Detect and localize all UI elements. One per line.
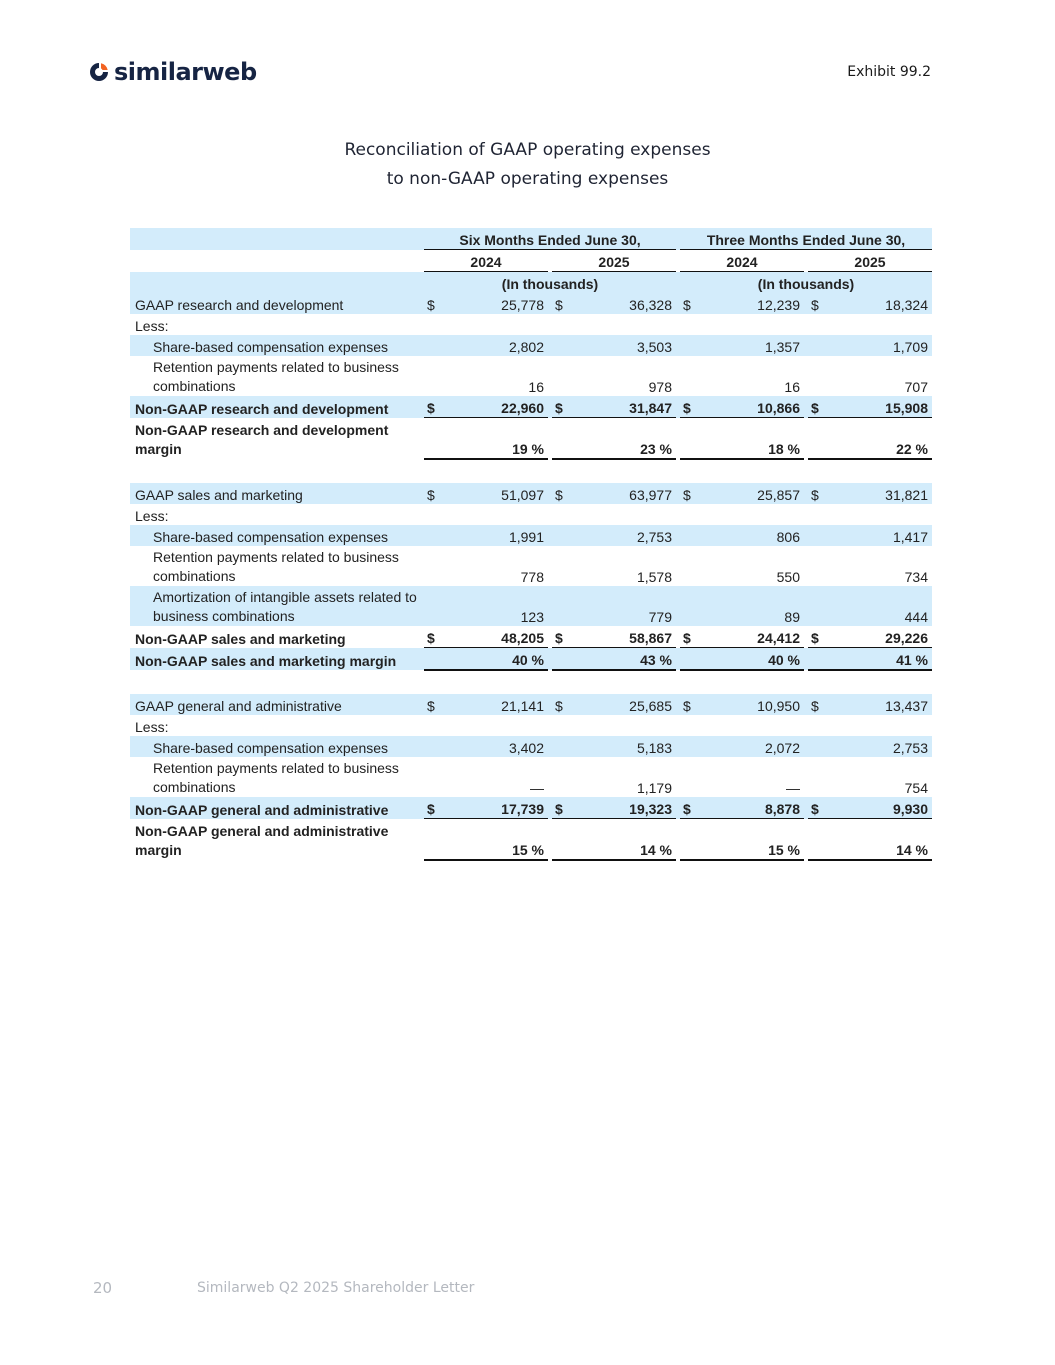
- currency-symbol: [808, 648, 832, 671]
- currency-symbol: [680, 525, 704, 546]
- currency-symbol: [552, 356, 576, 396]
- currency-symbol: $: [680, 293, 704, 314]
- header-blank: [130, 228, 424, 250]
- page-title: [0, 136, 1055, 194]
- currency-symbol: [808, 335, 832, 356]
- currency-symbol: [552, 819, 576, 861]
- value-cell: 707: [904, 379, 928, 395]
- value-cell: 19,323: [576, 797, 676, 819]
- currency-symbol: $: [424, 293, 448, 314]
- currency-symbol: [424, 356, 448, 396]
- gaap-row: [130, 293, 932, 314]
- value-cell: 21,141: [448, 694, 548, 715]
- currency-symbol: [424, 525, 448, 546]
- currency-symbol: $: [424, 694, 448, 715]
- value-cell: 25,857: [704, 483, 804, 504]
- currency-symbol: [552, 648, 576, 671]
- currency-symbol: $: [552, 396, 576, 418]
- value-cell: 806: [704, 525, 804, 546]
- value-cell: 15 %: [448, 819, 548, 861]
- currency-symbol: [552, 418, 576, 460]
- value-cell: 779: [576, 586, 676, 626]
- adjustment-row: [130, 546, 932, 586]
- value-cell: 734: [904, 569, 928, 585]
- value-cell: 31,847: [576, 396, 676, 418]
- currency-symbol: $: [808, 396, 832, 418]
- currency-symbol: $: [424, 797, 448, 819]
- similarweb-logo: [88, 58, 257, 86]
- value-cell: 29,226: [832, 626, 932, 648]
- spacer-row: [130, 459, 932, 483]
- exhibit-label: Exhibit 99.2: [847, 64, 931, 80]
- value-cell: 2,753: [832, 736, 932, 757]
- currency-symbol: $: [680, 396, 704, 418]
- currency-symbol: [680, 356, 704, 396]
- value-cell: 15 %: [704, 819, 804, 861]
- value-cell: —: [786, 780, 800, 796]
- value-cell: 22,960: [448, 396, 548, 418]
- adjustment-label: Retention payments related to business combinations: [153, 760, 399, 795]
- currency-symbol: [552, 335, 576, 356]
- value-cell: 9,930: [832, 797, 932, 819]
- currency-symbol: [680, 757, 704, 797]
- nongaap-label: Non-GAAP general and administrative: [130, 797, 424, 819]
- period-six-months: Six Months Ended June 30,: [424, 228, 676, 250]
- spacer-row: [130, 670, 932, 694]
- adjustment-label: Share-based compensation expenses: [130, 736, 424, 757]
- currency-symbol: $: [680, 797, 704, 819]
- adjustment-row: [130, 757, 932, 797]
- year-header: 2024: [680, 250, 804, 272]
- value-cell: 14 %: [832, 819, 932, 861]
- gaap-label: GAAP research and development: [130, 293, 424, 314]
- currency-symbol: [808, 546, 832, 586]
- currency-symbol: [424, 736, 448, 757]
- margin-row: [130, 819, 932, 861]
- value-cell: 13,437: [832, 694, 932, 715]
- value-cell: 754: [904, 780, 928, 796]
- header-blank: [130, 272, 424, 294]
- currency-symbol: [680, 736, 704, 757]
- currency-symbol: [808, 736, 832, 757]
- value-cell: 18 %: [704, 418, 804, 460]
- value-cell: 1,578: [636, 569, 672, 585]
- less-row: [130, 504, 932, 525]
- currency-symbol: $: [808, 293, 832, 314]
- gaap-row: [130, 694, 932, 715]
- value-cell: —: [530, 780, 544, 796]
- period-three-months: Three Months Ended June 30,: [680, 228, 932, 250]
- currency-symbol: $: [552, 797, 576, 819]
- year-header: 2025: [808, 250, 932, 272]
- value-cell: 89: [704, 586, 804, 626]
- title-line-1: Reconciliation of GAAP operating expenses: [344, 140, 711, 160]
- margin-row: [130, 648, 932, 671]
- currency-symbol: [680, 418, 704, 460]
- adjustment-label: Amortization of intangible assets related to business combinations: [130, 586, 424, 626]
- value-cell: 40 %: [704, 648, 804, 671]
- value-cell: 23 %: [576, 418, 676, 460]
- header-row-units: [130, 272, 932, 294]
- value-cell: 978: [648, 379, 672, 395]
- value-cell: 31,821: [832, 483, 932, 504]
- currency-symbol: [424, 335, 448, 356]
- margin-row: [130, 418, 932, 460]
- value-cell: 10,866: [704, 396, 804, 418]
- currency-symbol: $: [808, 694, 832, 715]
- units-label: (In thousands): [680, 272, 932, 294]
- value-cell: 16: [784, 379, 800, 395]
- less-label: Less:: [135, 318, 169, 334]
- value-cell: 1,179: [636, 780, 672, 796]
- value-cell: 25,778: [448, 293, 548, 314]
- reconciliation-table: [130, 228, 932, 861]
- currency-symbol: [424, 586, 448, 626]
- value-cell: 1,417: [832, 525, 932, 546]
- nongaap-label: Non-GAAP sales and marketing: [135, 630, 346, 647]
- currency-symbol: [552, 736, 576, 757]
- year-header: 2024: [424, 250, 548, 272]
- value-cell: 3,503: [576, 335, 676, 356]
- year-header: 2025: [552, 250, 676, 272]
- value-cell: 5,183: [576, 736, 676, 757]
- currency-symbol: $: [552, 483, 576, 504]
- value-cell: 51,097: [448, 483, 548, 504]
- less-row: [130, 715, 932, 736]
- gaap-label: GAAP sales and marketing: [130, 483, 424, 504]
- currency-symbol: $: [808, 626, 832, 648]
- margin-label: Non-GAAP research and development margin: [135, 422, 389, 457]
- currency-symbol: $: [552, 694, 576, 715]
- value-cell: 550: [776, 569, 800, 585]
- value-cell: 58,867: [576, 626, 676, 648]
- currency-symbol: $: [680, 483, 704, 504]
- adjustment-row: [130, 586, 932, 626]
- currency-symbol: [680, 546, 704, 586]
- currency-symbol: $: [680, 626, 704, 648]
- currency-symbol: [680, 335, 704, 356]
- value-cell: 2,753: [576, 525, 676, 546]
- currency-symbol: $: [552, 626, 576, 648]
- currency-symbol: [680, 586, 704, 626]
- less-label: Less:: [135, 508, 169, 524]
- currency-symbol: [808, 586, 832, 626]
- page-number: 20: [93, 1279, 113, 1297]
- currency-symbol: [424, 546, 448, 586]
- value-cell: 2,072: [704, 736, 804, 757]
- currency-symbol: [808, 757, 832, 797]
- logo-text: similarweb: [114, 58, 257, 86]
- currency-symbol: [808, 418, 832, 460]
- currency-symbol: [552, 586, 576, 626]
- adjustment-row: [130, 335, 932, 356]
- value-cell: 43 %: [576, 648, 676, 671]
- currency-symbol: [808, 819, 832, 861]
- value-cell: 8,878: [704, 797, 804, 819]
- currency-symbol: [424, 757, 448, 797]
- currency-symbol: $: [424, 483, 448, 504]
- value-cell: 63,977: [576, 483, 676, 504]
- currency-symbol: $: [424, 396, 448, 418]
- nongaap-label: Non-GAAP research and development: [130, 396, 424, 418]
- currency-symbol: $: [424, 626, 448, 648]
- header-row-periods: [130, 228, 932, 250]
- currency-symbol: $: [808, 797, 832, 819]
- header-blank: [130, 250, 424, 272]
- adjustment-row: [130, 525, 932, 546]
- value-cell: 12,239: [704, 293, 804, 314]
- currency-symbol: $: [680, 694, 704, 715]
- value-cell: 15,908: [832, 396, 932, 418]
- header-row-years: [130, 250, 932, 272]
- adjustment-label: Retention payments related to business combinations: [153, 359, 399, 394]
- currency-symbol: $: [552, 293, 576, 314]
- gaap-label: GAAP general and administrative: [130, 694, 424, 715]
- value-cell: 22 %: [832, 418, 932, 460]
- adjustment-label: Retention payments related to business combinations: [153, 549, 399, 584]
- currency-symbol: [424, 648, 448, 671]
- adjustment-label: Share-based compensation expenses: [130, 335, 424, 356]
- currency-symbol: $: [808, 483, 832, 504]
- value-cell: 16: [528, 379, 544, 395]
- value-cell: 14 %: [576, 819, 676, 861]
- currency-symbol: [552, 757, 576, 797]
- nongaap-row: [130, 797, 932, 819]
- value-cell: 18,324: [832, 293, 932, 314]
- value-cell: 36,328: [576, 293, 676, 314]
- currency-symbol: [424, 418, 448, 460]
- footer-title: Similarweb Q2 2025 Shareholder Letter: [197, 1280, 475, 1296]
- margin-label: Non-GAAP sales and marketing margin: [130, 648, 424, 671]
- less-label: Less:: [135, 719, 169, 735]
- nongaap-row: [130, 626, 932, 648]
- adjustment-row: [130, 356, 932, 396]
- value-cell: 1,709: [832, 335, 932, 356]
- value-cell: 444: [832, 586, 932, 626]
- value-cell: 40 %: [448, 648, 548, 671]
- value-cell: 41 %: [832, 648, 932, 671]
- adjustment-row: [130, 736, 932, 757]
- currency-symbol: [680, 819, 704, 861]
- currency-symbol: [424, 819, 448, 861]
- value-cell: 19 %: [448, 418, 548, 460]
- value-cell: 25,685: [576, 694, 676, 715]
- value-cell: 123: [448, 586, 548, 626]
- value-cell: 10,950: [704, 694, 804, 715]
- value-cell: 24,412: [704, 626, 804, 648]
- currency-symbol: [552, 525, 576, 546]
- margin-label: Non-GAAP general and administrative margin: [135, 823, 389, 858]
- currency-symbol: [808, 525, 832, 546]
- currency-symbol: [680, 648, 704, 671]
- value-cell: 48,205: [448, 626, 548, 648]
- value-cell: 2,802: [448, 335, 548, 356]
- value-cell: 17,739: [448, 797, 548, 819]
- units-label: (In thousands): [424, 272, 676, 294]
- adjustment-label: Share-based compensation expenses: [130, 525, 424, 546]
- less-row: [130, 314, 932, 335]
- value-cell: 1,991: [448, 525, 548, 546]
- currency-symbol: [552, 546, 576, 586]
- currency-symbol: [808, 356, 832, 396]
- value-cell: 1,357: [704, 335, 804, 356]
- similarweb-logo-icon: [88, 61, 110, 83]
- nongaap-row: [130, 396, 932, 418]
- value-cell: 3,402: [448, 736, 548, 757]
- gaap-row: [130, 483, 932, 504]
- value-cell: 778: [520, 569, 544, 585]
- title-line-2: to non-GAAP operating expenses: [386, 169, 669, 189]
